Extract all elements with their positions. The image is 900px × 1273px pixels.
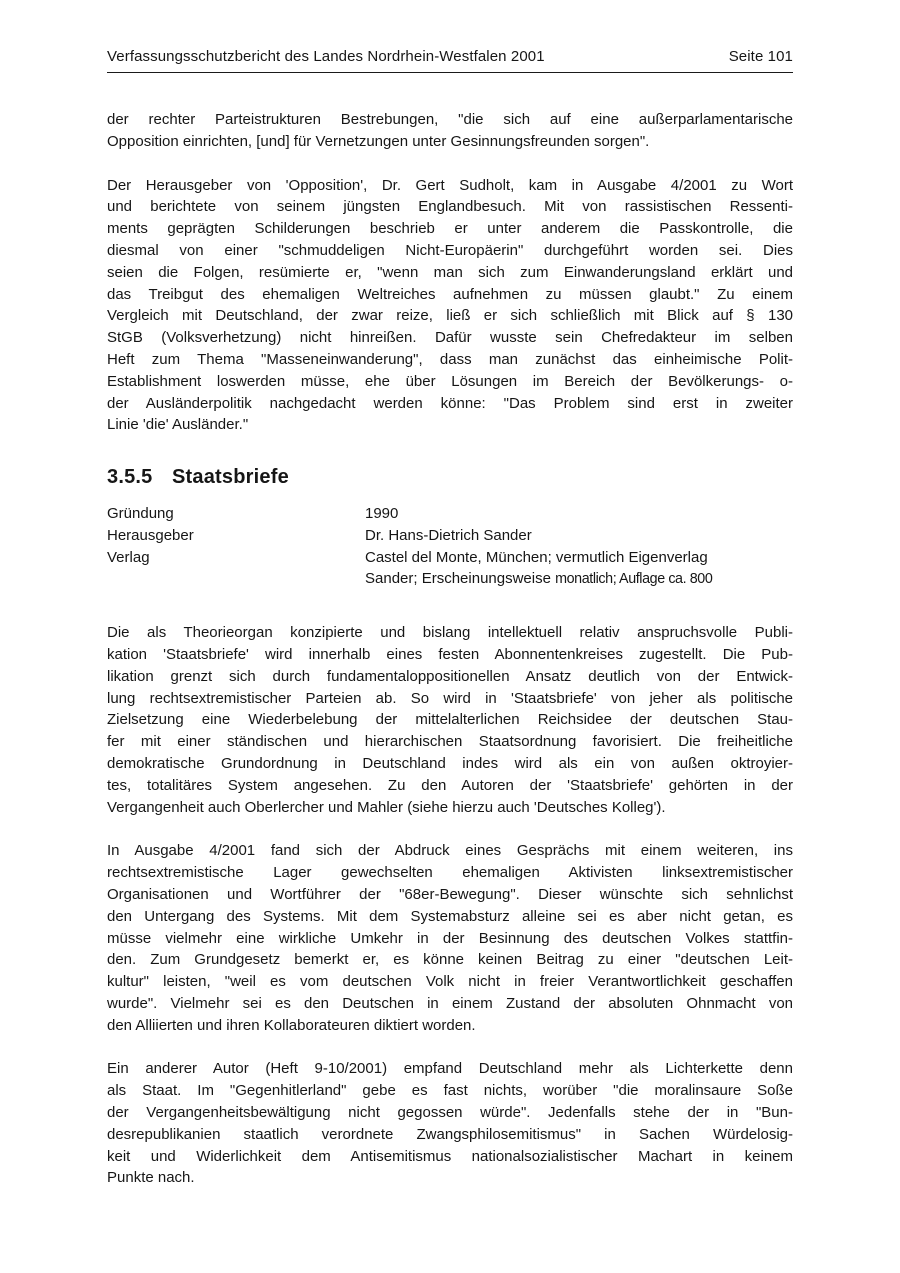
fact-row-herausgeber [107,525,793,547]
text-line: und berichtete von seinem jüngsten Englandbesuch. Mit von rassistischen Ressenti- [107,198,793,216]
section-number: 3.5.5 [107,466,153,489]
text-line: diesmal von einer "schmuddeligen Nicht-Europäerin" durchgeführt worden sei. Dies [107,241,793,259]
section-heading [107,467,793,489]
text-line: den. Zum Grundgesetz bemerkt er, es könne keinen Beitrag zu einer "deutschen Leit- [107,951,793,969]
publication-facts-list [107,503,793,591]
text-line: als Staat. Im "Gegenhitlerland" gebe es fast nichts, worüber "die moralinsaure Soße [107,1082,793,1100]
text-line: ments geprägten Schilderungen beschrieb er unter anderem die Passkontrolle, die [107,220,793,238]
text-line: den Untergang des Systems. Mit dem Systemabsturz alleine sei es aber nicht getan, es [107,907,793,925]
text-line: rechtsextremistische Lager gewechselten ehemaligen Aktivisten linksextremistischer [107,864,793,882]
fact-row-verlag [107,547,793,592]
text-line: Vergleich mit Deutschland, der zwar reize, ließ er sich schließlich mit Blick auf § 130 [107,307,793,325]
fact-label: Gründung [107,504,174,522]
text-line: Die als Theorieorgan konzipierte und bislang intellektuell relativ anspruchsvolle Publi- [107,624,793,642]
text-line: den Alliierten und ihren Kollaborateuren diktiert worden. [107,1016,476,1034]
page-number: Seite 101 [728,48,793,65]
text-line: der Ausländerpolitik nachgedacht werden könne: "Das Problem sind erst in zweiter [107,394,793,412]
fact-label: Herausgeber [107,526,194,544]
section-title: Staatsbriefe [172,466,289,489]
text-line: Establishment loswerden müsse, ehe über Lösungen im Bereich der Bevölkerungs- o- [107,372,793,390]
document-body [107,109,793,1189]
text-line: Heft zum Thema "Masseneinwanderung", dass man zunächst das einheimische Polit- [107,350,793,368]
text-line: likation grenzt sich durch fundamentaloppositionellen Ansatz deutlich von der Entwick- [107,667,793,685]
fact-value-line: Sander; Erscheinungsweise monatlich; Auflage ca. 800 [365,570,713,588]
paragraph-5 [107,1058,793,1189]
text-line: tes, totalitäres System angesehen. Zu den Autoren der 'Staatsbriefe' gehörten in der [107,776,793,794]
text-line: StGB (Volksverhetzung) nicht hinreißen. Dafür wusste sein Chefredakteur im selben [107,329,793,347]
text-line: Der Herausgeber von 'Opposition', Dr. Gert Sudholt, kam in Ausgabe 4/2001 zu Wort [107,176,793,194]
paragraph-4 [107,840,793,1036]
fact-value [365,547,793,592]
paragraph-1 [107,109,793,153]
text-line: keit und Widerlichkeit dem Antisemitismus nationalsozialistischer Machart in keinem [107,1147,793,1165]
text-line: der Vergangenheitsbewältigung nicht gegossen würde". Jedenfalls stehe der in "Bun- [107,1104,793,1122]
text-line: müsse vielmehr eine wirkliche Umkehr in der Besinnung des deutschen Volkes stattfin- [107,929,793,947]
text-line: der rechter Parteistrukturen Bestrebungen, "die sich auf eine außerparlamentarische [107,111,793,128]
fact-value: 1990 [365,504,399,522]
text-line: wurde". Vielmehr sei es den Deutschen in einem Zustand der absoluten Ohnmacht von [107,994,793,1012]
text-line: Zielsetzung eine Wiederbelebung der mittelalterlichen Reichsidee der deutschen Stau- [107,711,793,729]
text-line: Organisationen und Wortführer der "68er-Bewegung". Dieser wünschte sich sehnlichst [107,885,793,903]
running-header [107,48,793,73]
header-title: Verfassungsschutzbericht des Landes Nordrhein-Westfalen 2001 [107,48,545,65]
fact-label: Verlag [107,548,150,566]
text-line: seien die Folgen, resümierte er, "wenn man sich zum Einwanderungsland erklärt und [107,263,793,281]
text-line: desrepublikanien staatlich verordnete Zwangsphilosemitismus" in Sachen Würdelosig- [107,1125,793,1143]
paragraph-3 [107,622,793,818]
text-line: lung rechtsextremistischer Parteien ab. So wird in 'Staatsbriefe' von jeher als politische [107,689,793,707]
fact-row-gruendung [107,503,793,525]
text-line: In Ausgabe 4/2001 fand sich der Abdruck eines Gesprächs mit einem weiteren, ins [107,842,793,860]
paragraph-2 [107,175,793,437]
text-line: kation 'Staatsbriefe' wird innerhalb eines festen Abonnentenkreises zugestellt. Die Pub- [107,645,793,663]
text-line: demokratische Grundordnung in Deutschland indes wird als ein von außen oktroyier- [107,754,793,772]
fact-value: Dr. Hans-Dietrich Sander [365,526,532,544]
text-line: Linie 'die' Ausländer." [107,416,249,434]
text-line: Vergangenheit auch Oberlercher und Mahler (siehe hierzu auch 'Deutsches Kolleg'). [107,798,666,816]
text-line: kultur" leisten, "weil es vom deutschen Volk nicht in freier Verantwortlichkeit geschaffen [107,973,793,991]
text-line: das Treibgut des ehemaligen Weltreiches aufnehmen zu müssen glaubt." Zu einem [107,285,793,303]
text-line: Opposition einrichten, [und] für Vernetzungen unter Gesinnungsfreunden sorgen". [107,132,650,150]
text-line: Ein anderer Autor (Heft 9-10/2001) empfand Deutschland mehr als Lichterkette denn [107,1060,793,1078]
text-line: Punkte nach. [107,1169,195,1187]
fact-value-line: Castel del Monte, München; vermutlich Eigenverlag [365,548,708,566]
text-line: fer mit einer ständischen und hierarchischen Staatsordnung favorisiert. Die freiheitliche [107,733,793,751]
